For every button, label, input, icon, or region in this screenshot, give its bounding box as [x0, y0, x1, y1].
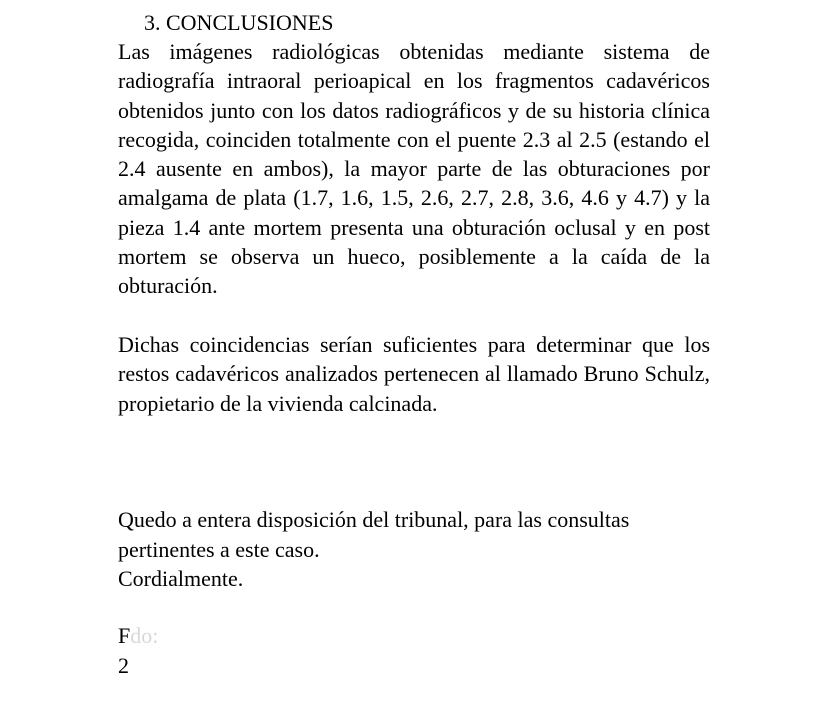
closing-line-2: pertinentes a este caso.: [118, 537, 320, 562]
closing-line-1: Quedo a entera disposición del tribunal, para las consultas: [118, 507, 630, 532]
section-heading: 3. CONCLUSIONES: [144, 10, 334, 35]
conclusion-paragraph-2: Dichas coincidencias serían suficientes para determinar que los restos cadavéricos analizados pertenecen al llamado Bruno Schulz, propietario de la vivienda calcinada.: [118, 332, 710, 416]
signature-faded: do:: [130, 623, 159, 648]
cut-off-line: 2: [118, 653, 129, 678]
signature-line: [118, 621, 158, 650]
conclusion-paragraph-1: Las imágenes radiológicas obtenidas mediante sistema de radiografía intraoral perioapical en los fragmentos cadavéricos obtenidos junto con los datos radiográficos y de su historia clínica recogida, coinciden totalmente con el puente 2.3 al 2.5 (estando el 2.4 ausente en ambos), la mayor parte de las obturaciones por amalgama de plata (1.7, 1.6, 1.5, 2.6, 2.7, 2.8, 3.6, 4.6 y 4.7) y la pieza 1.4 ante mortem presenta una obturación oclusal y en post mortem se observa un hueco, posiblemente a la caída de la obturación.: [118, 39, 710, 299]
closing-line-3: Cordialmente.: [118, 566, 244, 591]
signature-lead: F: [118, 623, 131, 648]
